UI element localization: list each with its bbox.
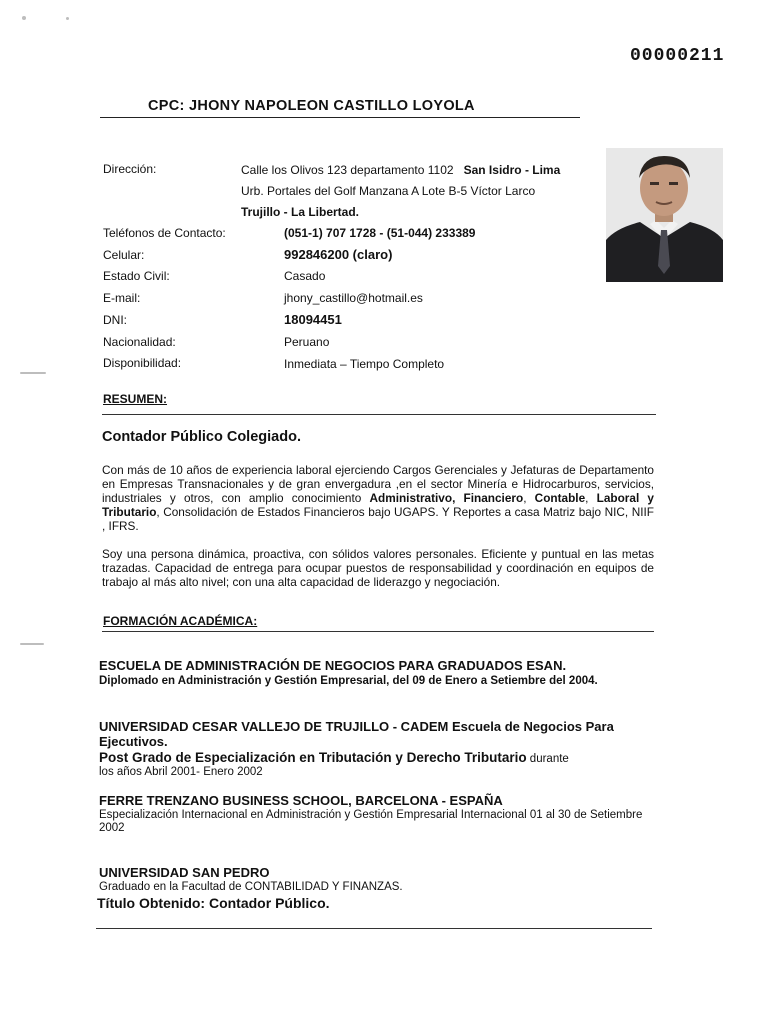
cell-value: 992846200 (claro) [284,247,393,262]
dni-value: 18094451 [284,312,342,327]
scan-mark [20,643,44,645]
title-underline [100,117,580,118]
summary-p1-bold-2: Contable [534,491,586,505]
edu-ucv-degree-line [99,750,569,765]
edu-ferre-title: FERRE TRENZANO BUSINESS SCHOOL, BARCELONA - ESPAÑA [99,793,503,808]
summary-paragraph-1 [102,463,654,533]
summary-p1-separator-2: , [585,491,597,505]
civil-status-value: Casado [284,269,326,283]
page-title: CPC: JHONY NAPOLEON CASTILLO LOYOLA [148,98,475,114]
availability-value: Inmediata – Tiempo Completo [284,357,445,371]
summary-headline: Contador Público Colegiado. [102,429,301,445]
nationality-value: Peruano [284,335,330,349]
summary-section-title: RESUMEN: [103,392,168,406]
edu-ucv-dates: los años Abril 2001- Enero 2002 [99,766,263,778]
phone-label: Teléfonos de Contacto: [103,226,226,240]
portrait-image [606,148,723,282]
address-district: San Isidro - Lima [463,163,561,177]
edu-usp-detail: Graduado en la Facultad de CONTABILIDAD Y FINANZAS. [99,881,403,893]
summary-p1-separator-1: , [523,491,535,505]
scan-mark [22,16,26,20]
edu-ferre-detail: Especialización Internacional en Administración y Gestión Empresarial Internacional 01 al 30 de Setiembre 2002 [99,809,643,834]
edu-esan-title: ESCUELA DE ADMINISTRACIÓN DE NEGOCIOS PARA GRADUADOS ESAN. [99,658,567,673]
profile-photo [606,148,723,282]
edu-usp-title: UNIVERSIDAD SAN PEDRO [99,865,270,880]
summary-p1-tail: , Consolidación de Estados Financieros bajo UGAPS. Y Reportes a casa Matriz bajo NIC, NIIF , IFRS. [102,505,654,533]
summary-p1-bold-1: Administrativo, Financiero [369,491,524,505]
address-line-2: Urb. Portales del Golf Manzana A Lote B-5 Víctor Larco [241,184,536,198]
address-label: Dirección: [103,162,157,176]
edu-ucv-title: UNIVERSIDAD CESAR VALLEJO DE TRUJILLO - CADEM Escuela de Negocios Para Ejecutivos. [99,719,614,749]
address-line-1 [241,163,560,177]
email-label: E-mail: [103,291,141,305]
education-divider [102,631,654,632]
summary-p1-bold-3: Laboral y Tributario [102,491,654,519]
edu-ucv-degree-tail: durante [526,753,569,765]
scan-mark [66,17,69,20]
document-number: 00000211 [630,46,725,66]
scan-mark [20,372,46,374]
availability-label: Disponibilidad: [103,356,182,370]
phone-value: (051-1) 707 1728 - (51-044) 233389 [284,226,476,240]
edu-usp-degree: Título Obtenido: Contador Público. [97,895,330,911]
dni-label: DNI: [103,313,127,327]
address-street: Calle los Olivos 123 departamento 1102 [241,163,454,177]
footer-divider [96,928,652,929]
summary-p1-text: Con más de 10 años de experiencia laboral ejerciendo Cargos Gerenciales y Jefaturas de Departamento en Empresas Transnacionales y de gran envergadura ,en el sector Minería e Hidrocarburos, servicios, industriales y otros, con amplio conocimiento [102,463,654,505]
edu-ucv-degree: Post Grado de Especialización en Tributación y Derecho Tributario [99,750,527,765]
edu-esan-detail: Diplomado en Administración y Gestión Empresarial, del 09 de Enero a Setiembre del 2004. [99,675,598,687]
civil-status-label: Estado Civil: [103,269,170,283]
summary-divider [102,414,656,415]
address-line-3: Trujillo - La Libertad. [241,205,360,219]
education-section-title: FORMACIÓN ACADÉMICA: [103,614,258,628]
summary-paragraph-2: Soy una persona dinámica, proactiva, con sólidos valores personales. Eficiente y puntual en las metas trazadas. Capacidad de entrega para ocupar puestos de responsabilidad y coordinación en equipos de trabajo al más alto nivel; con una alta capacidad de liderazgo y negociación. [102,547,654,589]
nationality-label: Nacionalidad: [103,335,176,349]
email-value: jhony_castillo@hotmail.es [284,291,423,305]
cell-label: Celular: [103,248,145,262]
